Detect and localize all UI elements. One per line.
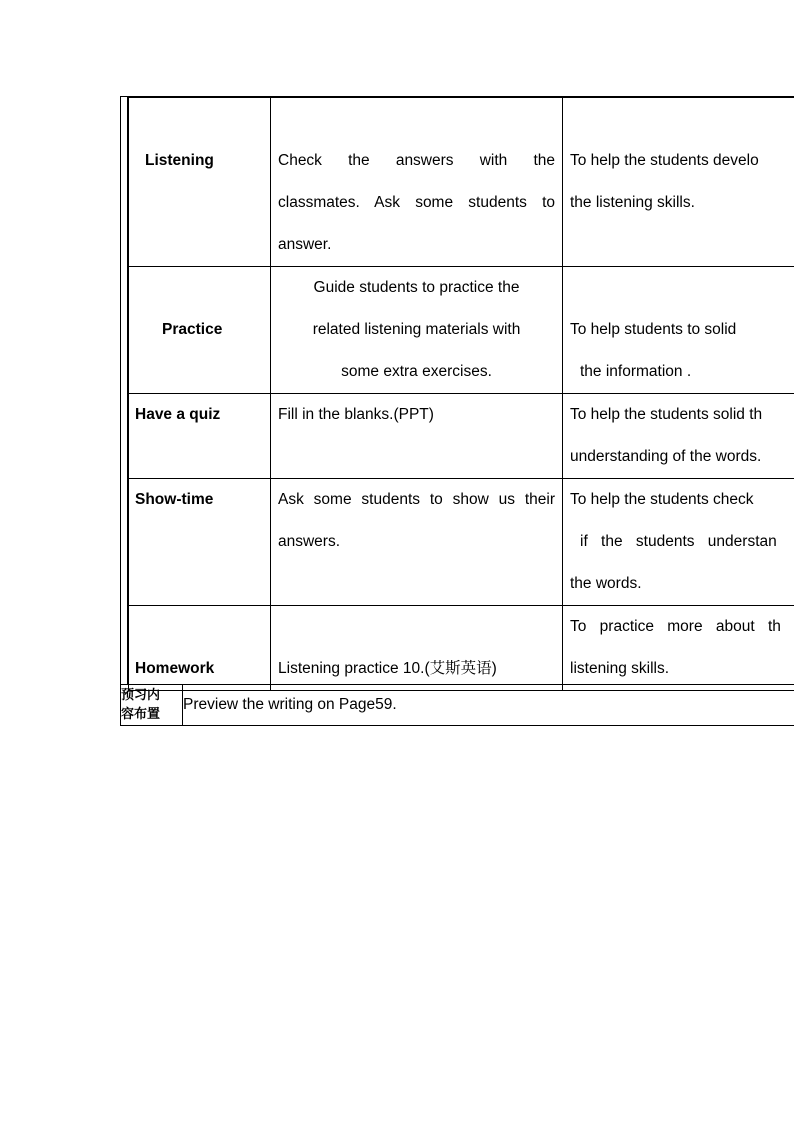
- purpose-cell: [563, 606, 794, 691]
- purpose-line: To help the students solid th: [570, 406, 763, 423]
- activity-cell: [271, 606, 563, 691]
- purpose-cell: [563, 98, 794, 267]
- activity-line: Listening practice 10.(艾斯英语): [278, 660, 497, 677]
- preview-label-line: 容布置: [121, 707, 161, 722]
- stage-label: Show-time: [135, 491, 214, 508]
- lesson-plan-table: [128, 97, 794, 691]
- purpose-line: understanding of the words.: [570, 448, 762, 465]
- purpose-line: the listening skills.: [570, 194, 695, 211]
- stage-label: Homework: [135, 660, 215, 677]
- purpose-line: listening skills.: [570, 660, 670, 677]
- stage-cell: [129, 98, 271, 267]
- purpose-line: To help students to solid: [570, 321, 737, 338]
- table-row: [129, 98, 794, 267]
- stage-label: Listening: [145, 152, 214, 169]
- activity-line: Check the answers with the: [278, 152, 555, 169]
- table-row: [129, 479, 794, 606]
- activity-cell: [271, 98, 563, 267]
- activity-line: answer.: [278, 236, 332, 253]
- purpose-cell: [563, 267, 794, 394]
- preview-row: [121, 685, 794, 726]
- stage-label: Have a quiz: [135, 406, 221, 423]
- purpose-line: To help the students develo: [570, 152, 759, 169]
- stage-cell: [129, 606, 271, 691]
- stage-cell: [129, 267, 271, 394]
- preview-label-line: 预习内: [121, 688, 161, 703]
- activity-cell: [271, 267, 563, 394]
- preview-text: Preview the writing on Page59.: [183, 696, 397, 713]
- activity-cell: [271, 394, 563, 479]
- activity-line: some extra exercises.: [341, 363, 492, 380]
- stage-cell: [129, 479, 271, 606]
- purpose-line: if the students understan: [580, 533, 777, 550]
- preview-table: [120, 684, 794, 726]
- table-row: [129, 606, 794, 691]
- stage-label: Practice: [162, 321, 223, 338]
- purpose-cell: [563, 394, 794, 479]
- activity-line: Fill in the blanks.(PPT): [278, 406, 434, 423]
- activity-line: answers.: [278, 533, 341, 550]
- purpose-line: the words.: [570, 575, 642, 592]
- table-row: [129, 267, 794, 394]
- purpose-line: To practice more about th: [570, 618, 781, 635]
- preview-label-cell: [121, 685, 183, 726]
- table-row: [129, 394, 794, 479]
- stage-cell: [129, 394, 271, 479]
- purpose-line: To help the students check: [570, 491, 754, 508]
- activity-line: related listening materials with: [312, 321, 521, 338]
- purpose-cell: [563, 479, 794, 606]
- table-outer-border: [120, 96, 121, 726]
- activity-line: Guide students to practice the: [313, 279, 520, 296]
- purpose-line: the information .: [580, 363, 692, 380]
- activity-line: Ask some students to show us their: [278, 491, 555, 508]
- preview-text-cell: [183, 685, 794, 726]
- activity-cell: [271, 479, 563, 606]
- activity-line: classmates. Ask some students to: [278, 194, 555, 211]
